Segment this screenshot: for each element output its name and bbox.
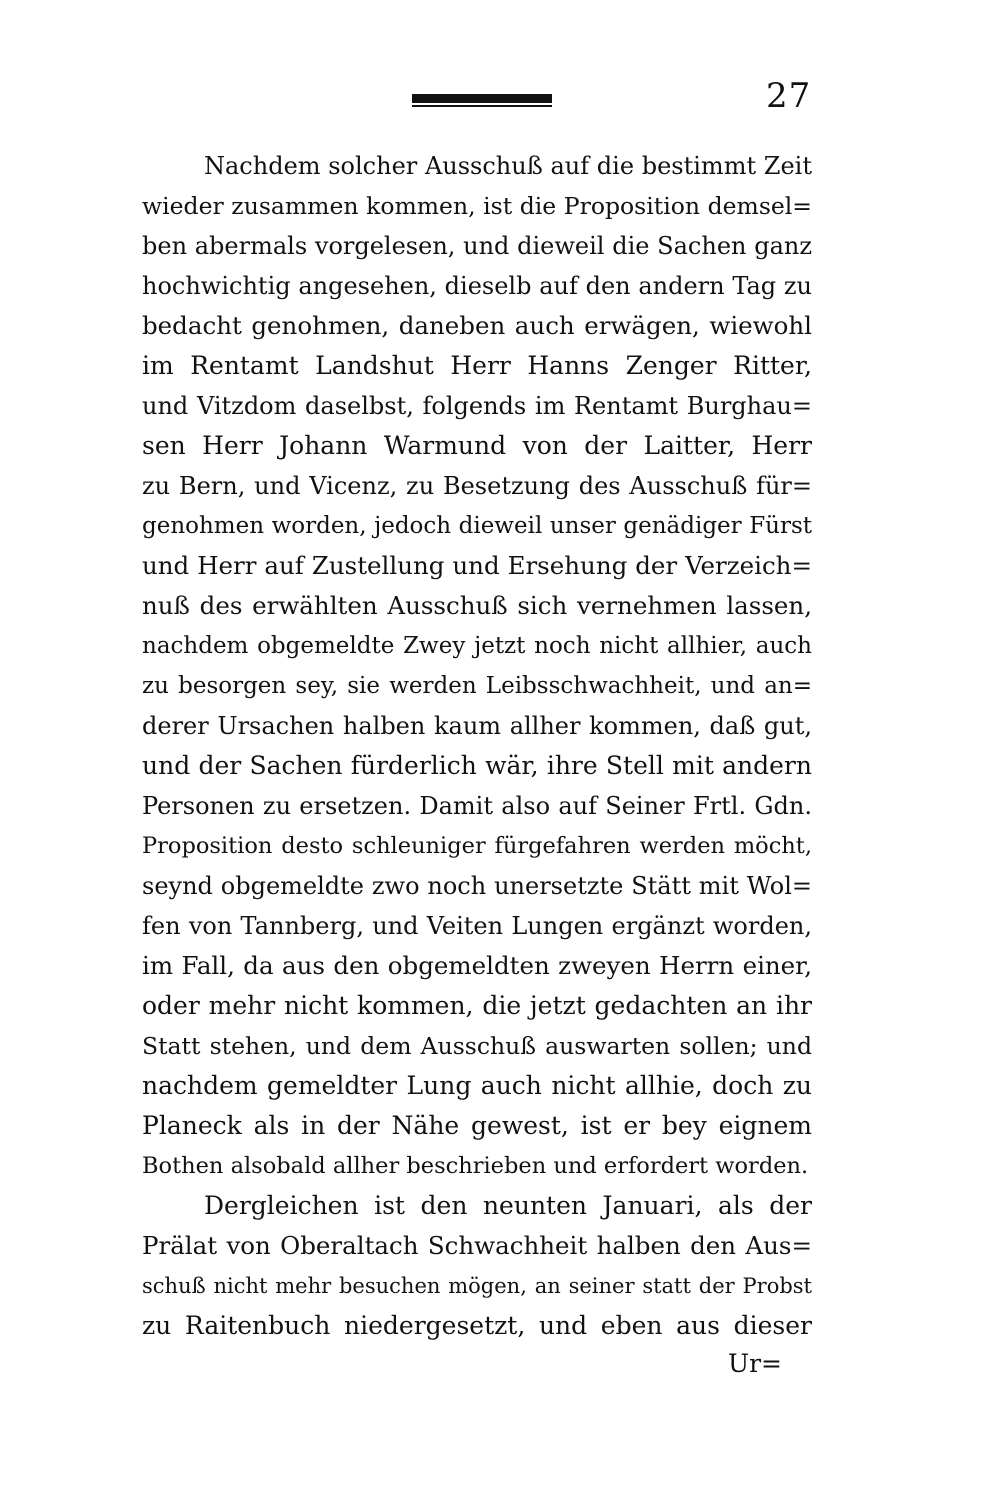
text-line: nuß des erwählten Ausschuß sich vernehmen lassen, — [142, 591, 812, 620]
text-line: zu besorgen sey, sie werden Leibsschwachheit, und an= — [142, 673, 812, 699]
text-line: nachdem gemeldter Lung auch nicht allhie, doch zu — [142, 1071, 812, 1100]
text-line: Bothen alsobald allher beschrieben und erfordert worden. — [142, 1153, 809, 1179]
text-line: Statt stehen, und dem Ausschuß auswarten sollen; und — [142, 1032, 812, 1060]
text-line: zu Bern, und Vicenz, zu Besetzung des Ausschuß für= — [142, 472, 812, 500]
text-line: Nachdem solcher Ausschuß auf die bestimmt Zeit — [204, 152, 812, 180]
text-line: im Rentamt Landshut Herr Hanns Zenger Ritter, — [142, 351, 812, 380]
text-line: und Vitzdom daselbst, folgends im Rentamt Burghau= — [142, 392, 812, 420]
text-line: Proposition desto schleuniger fürgefahren werden möcht, — [142, 833, 812, 859]
header-rule — [412, 94, 552, 103]
text-line: Dergleichen ist den neunten Januari, als der — [204, 1191, 812, 1220]
text-line: Prälat von Oberaltach Schwachheit halben den Aus= — [142, 1231, 812, 1260]
paragraph-2 — [142, 1186, 812, 1346]
text-line: und Herr auf Zustellung und Ersehung der Verzeich= — [142, 551, 812, 580]
page-number: 27 — [766, 76, 812, 116]
text-line: fen von Tannberg, und Veiten Lungen ergänzt worden, — [142, 912, 812, 940]
text-line: Personen zu ersetzen. Damit also auf Seiner Frtl. Gdn. — [142, 792, 812, 820]
text-line: sen Herr Johann Warmund von der Laitter, Herr — [142, 431, 812, 460]
text-line: genohmen worden, jedoch dieweil unser genädiger Fürst — [142, 513, 812, 539]
text-line: wieder zusammen kommen, ist die Proposition demsel= — [142, 192, 812, 220]
text-line: seynd obgemeldte zwo noch unersetzte Stätt mit Wol= — [142, 872, 812, 900]
text-line: zu Raitenbuch niedergesetzt, und eben aus dieser — [142, 1311, 812, 1340]
text-line: im Fall, da aus den obgemeldten zweyen Herrn einer, — [142, 951, 812, 980]
text-line: hochwichtig angesehen, dieselb auf den andern Tag zu — [142, 272, 812, 300]
text-line: ben abermals vorgelesen, und dieweil die Sachen ganz — [142, 232, 812, 260]
text-line: und der Sachen fürderlich wär, ihre Stell mit andern — [142, 751, 812, 780]
text-line: oder mehr nicht kommen, die jetzt gedachten an ihr — [142, 991, 812, 1020]
text-line: derer Ursachen halben kaum allher kommen, daß gut, — [142, 712, 812, 740]
text-line: Planeck als in der Nähe gewest, ist er bey eignem — [142, 1111, 812, 1140]
catchword: Ur= — [728, 1349, 782, 1378]
text-line: bedacht genohmen, daneben auch erwägen, wiewohl — [142, 311, 812, 340]
paragraph-1 — [142, 146, 812, 1186]
text-line: schuß nicht mehr besuchen mögen, an seiner statt der Probst — [142, 1274, 812, 1298]
text-line: nachdem obgemeldte Zwey jetzt noch nicht allhier, auch — [142, 633, 812, 659]
